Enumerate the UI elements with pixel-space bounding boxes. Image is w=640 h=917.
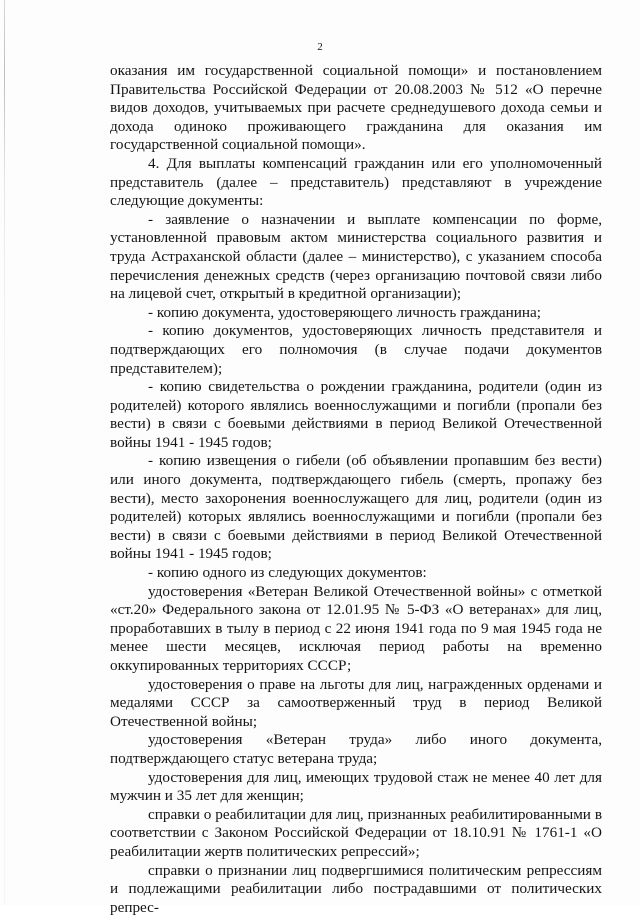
paragraph: - копию свидетельства о рождении гражданина, родители (один из родителей) которого являлись военнослужащими и погибли (пропали без вести) в связи с боевыми действиями в период Великой Отечественной войны 1941 - 1945 годов; (110, 378, 602, 451)
paragraph: удостоверения «Ветеран труда» либо иного документа, подтверждающего статус ветерана труда; (110, 731, 602, 767)
paragraph: удостоверения о праве на льготы для лиц, награжденных орденами и медалями СССР за самоотверженный труд в период Великой Отечественной войны; (110, 675, 602, 730)
paragraph: удостоверения для лиц, имеющих трудовой стаж не менее 40 лет для мужчин и 35 лет для женщин; (110, 768, 602, 805)
page-number: 2 (317, 41, 323, 53)
paragraph: - копию документа, удостоверяющего личность гражданина; (148, 303, 541, 321)
paragraph: - копию извещения о гибели (об объявлении пропавшим без вести) или иного документа, подтверждающего гибель (смерть, пропажу без вести), место захоронения военнослужащего для лиц, родители (один из родителей) которых являлись военнослужащими и погибли (пропали без вести) в связи с боевыми действиями в период Великой Отечественной войны 1941 - 1945 годов; (110, 452, 602, 563)
paragraph: справки о реабилитации для лиц, признанных реабилитированными в соответствии с Законом Российской Федерации от 18.10.91 № 1761-1 «О реабилитации жертв политических репрессий»; (110, 805, 602, 860)
document-body (110, 62, 602, 917)
paragraph: 4. Для выплаты компенсаций гражданин или его уполномоченный представитель (далее – представитель) представляют в учреждение следующие документы: (110, 154, 602, 210)
paragraph: оказания им государственной социальной помощи» и постановлением Правительства Российской Федерации от 20.08.2003 № 512 «О перечне видов доходов, учитываемых при расчете среднедушевого дохода семьи и дохода одиноко проживающего гражданина для оказания им государственной социальной помощи». (110, 62, 602, 154)
paragraph: - заявление о назначении и выплате компенсации по форме, установленной правовым актом министерства социального развития и труда Астраханской области (далее – министерство), с указанием способа перечисления денежных средств (через организацию почтовой связи либо на лицевой счет, открытый в кредитной организации); (110, 210, 602, 303)
paragraph: - копию документов, удостоверяющих личность представителя и подтверждающих его полномочия (в случае подачи документов представителем); (110, 322, 602, 377)
paragraph: удостоверения «Ветеран Великой Отечественной войны» с отметкой «ст.20» Федерального закона от 12.01.95 № 5-ФЗ «О ветеранах» для лиц, проработавших в тылу в период с 22 июня 1941 года по 9 мая 1945 года не менее шести месяцев, исключая период работы на временно оккупированных территориях СССР; (110, 582, 602, 674)
paragraph: справки о признании лиц подвергшимися политическим репрессиям и подлежащими реабилитации либо пострадавшими от политических репрес- (110, 861, 602, 916)
paragraph: - копию одного из следующих документов: (148, 564, 427, 582)
scan-edge-line (4, 0, 5, 905)
